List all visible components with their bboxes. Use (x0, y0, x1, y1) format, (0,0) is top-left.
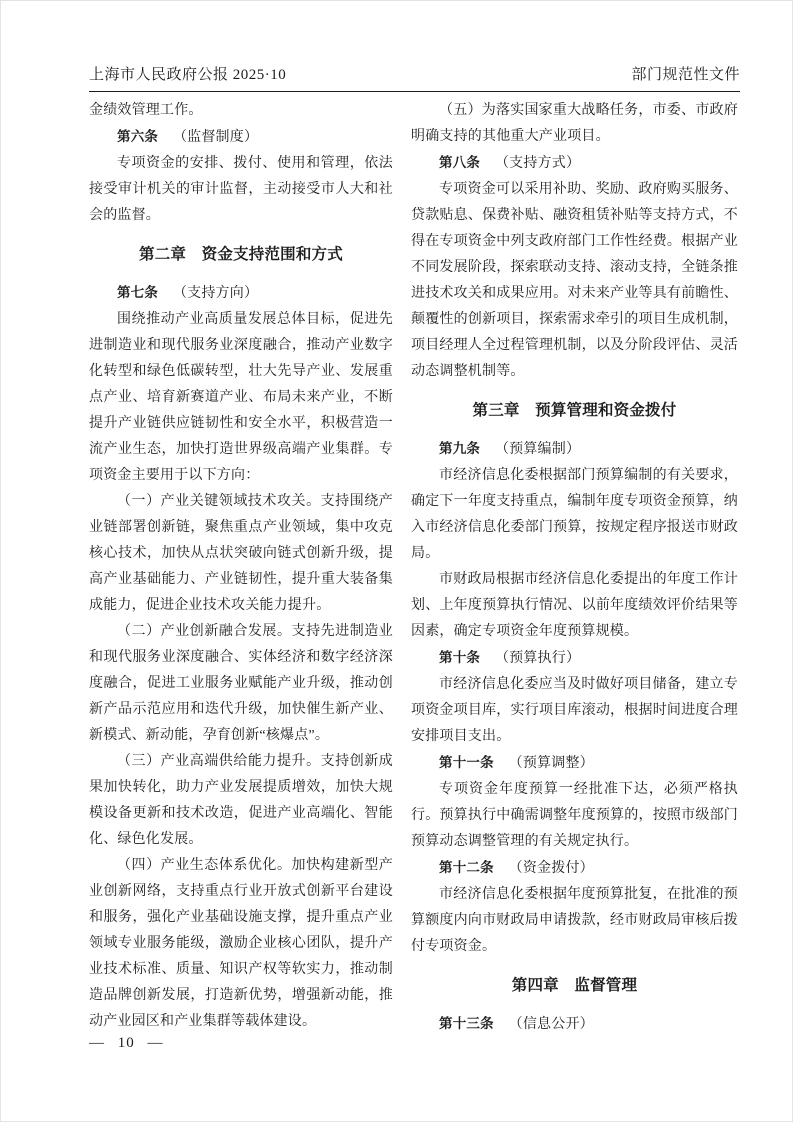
article-title: （预算编制） (494, 442, 581, 457)
chapter-number: 第四章 (511, 977, 559, 994)
article-number: 第八条 (439, 155, 481, 170)
left-column (89, 98, 393, 1038)
article-number: 第七条 (117, 285, 159, 300)
article-number: 第六条 (117, 129, 159, 144)
article-title: （预算调整） (508, 756, 594, 771)
header-rule (89, 91, 740, 92)
header-section-label: 部门规范性文件 (631, 67, 740, 83)
article-heading (89, 124, 393, 151)
paragraph: 金绩效管理工作。 (89, 103, 203, 118)
article-heading (411, 1011, 738, 1038)
article-heading (411, 645, 738, 672)
page-number: — 10 — (89, 1035, 164, 1051)
right-column (411, 98, 738, 1038)
paragraph: 市经济信息化委根据年度预算批复，在批准的预算额度内向市财政局申请拨款，经市财政局审核后拨付专项资金。 (411, 887, 738, 954)
paragraph: 市经济信息化委应当及时做好项目储备，建立专项资金项目库，实行项目库滚动，根据时间进度合理安排项目支出。 (411, 677, 738, 744)
article-title: （预算执行） (494, 651, 581, 666)
chapter-title: 预算管理和资金拨付 (535, 402, 677, 419)
article-title: （信息公开） (508, 1017, 594, 1032)
article-heading (411, 855, 738, 882)
article-title: （资金拨付） (508, 861, 594, 876)
article-number: 第十二条 (439, 860, 494, 875)
article-title: （支持方式） (494, 156, 581, 171)
paragraph: （一）产业关键领域技术攻关。支持围绕产业链部署创新链，聚焦重点产业领域，集中攻克核心技术，加快从点状突破向链式创新升级，提高产业基础能力、产业链韧性，提升重大装备集成能力，促进企业技术攻关能力提升。 (89, 494, 393, 613)
chapter-title: 资金支持范围和方式 (201, 246, 343, 263)
article-number: 第十条 (439, 650, 481, 665)
paragraph: 专项资金的安排、拨付、使用和管理，依法接受审计机关的审计监督，主动接受市人大和社会的监督。 (89, 156, 393, 223)
article-heading (411, 150, 738, 177)
paragraph: 围绕推动产业高质量发展总体目标，促进先进制造业和现代服务业深度融合，推动产业数字化转型和绿色低碳转型，壮大先导产业、发展重点产业、培育新赛道产业、布局未来产业，不断提升产业链供应链韧性和安全水平，积极营造一流产业生态，加快打造世界级高端产业集群。专项资金主要用于以下方向： (89, 312, 393, 483)
paragraph: 市财政局根据市经济信息化委提出的年度工作计划、上年度预算执行情况、以前年度绩效评价结果等因素，确定专项资金年度预算规模。 (411, 572, 738, 639)
article-title: （支持方向） (172, 286, 259, 301)
page-footer (89, 1035, 164, 1052)
chapter-heading (89, 242, 393, 268)
article-number: 第十一条 (439, 755, 494, 770)
page-header (89, 63, 740, 84)
article-heading (411, 750, 738, 777)
paragraph: （三）产业高端供给能力提升。支持创新成果加快转化，助力产业发展提质增效，加快大规模设备更新和技术改造，促进产业高端化、智能化、绿色化发展。 (89, 754, 393, 847)
chapter-heading (411, 398, 738, 424)
paragraph: （四）产业生态体系优化。加快构建新型产业创新网络，支持重点行业开放式创新平台建设和服务，强化产业基础设施支撑，提升重点产业领域专业服务能级，激励企业核心团队，提升产业技术标准、质量、知识产权等软实力，推动制造品牌创新发展，打造新优势，增强新动能，推动产业园区和产业集群等载体建设。 (89, 858, 393, 1029)
chapter-number: 第三章 (472, 402, 520, 419)
paragraph: （二）产业创新融合发展。支持先进制造业和现代服务业深度融合、实体经济和数字经济深度融合，促进工业服务业赋能产业升级，推动创新产品示范应用和迭代升级，加快催生新产业、新模式、新动能，孕育创新“核爆点”。 (89, 624, 393, 743)
header-publication-title: 上海市人民政府公报 2025·10 (89, 67, 287, 83)
article-number: 第十三条 (439, 1016, 494, 1031)
paragraph: （五）为落实国家重大战略任务，市委、市政府明确支持的其他重大产业项目。 (411, 103, 738, 144)
article-heading (89, 280, 393, 307)
paragraph: 专项资金年度预算一经批准下达，必须严格执行。预算执行中确需调整年度预算的，按照市级部门预算动态调整管理的有关规定执行。 (411, 782, 738, 849)
paragraph: 专项资金可以采用补助、奖励、政府购买服务、贷款贴息、保费补贴、融资租赁补贴等支持方式，不得在专项资金中列支政府部门工作性经费。根据产业不同发展阶段，探索联动支持、滚动支持，全链条推进技术攻关和成果应用。对未来产业等具有前瞻性、颠覆性的创新项目，探索需求牵引的项目生成机制，项目经理人全过程管理机制，以及分阶段评估、灵活动态调整机制等。 (411, 182, 738, 379)
content-columns (89, 98, 738, 1038)
chapter-heading (411, 973, 738, 999)
article-number: 第九条 (439, 441, 481, 456)
chapter-number: 第二章 (139, 246, 187, 263)
article-title: （监督制度） (172, 130, 259, 145)
chapter-title: 监督管理 (574, 977, 638, 994)
article-heading (411, 436, 738, 463)
paragraph: 市经济信息化委根据部门预算编制的有关要求，确定下一年度支持重点，编制年度专项资金预算，纳入市经济信息化委部门预算，按规定程序报送市财政局。 (411, 468, 738, 561)
